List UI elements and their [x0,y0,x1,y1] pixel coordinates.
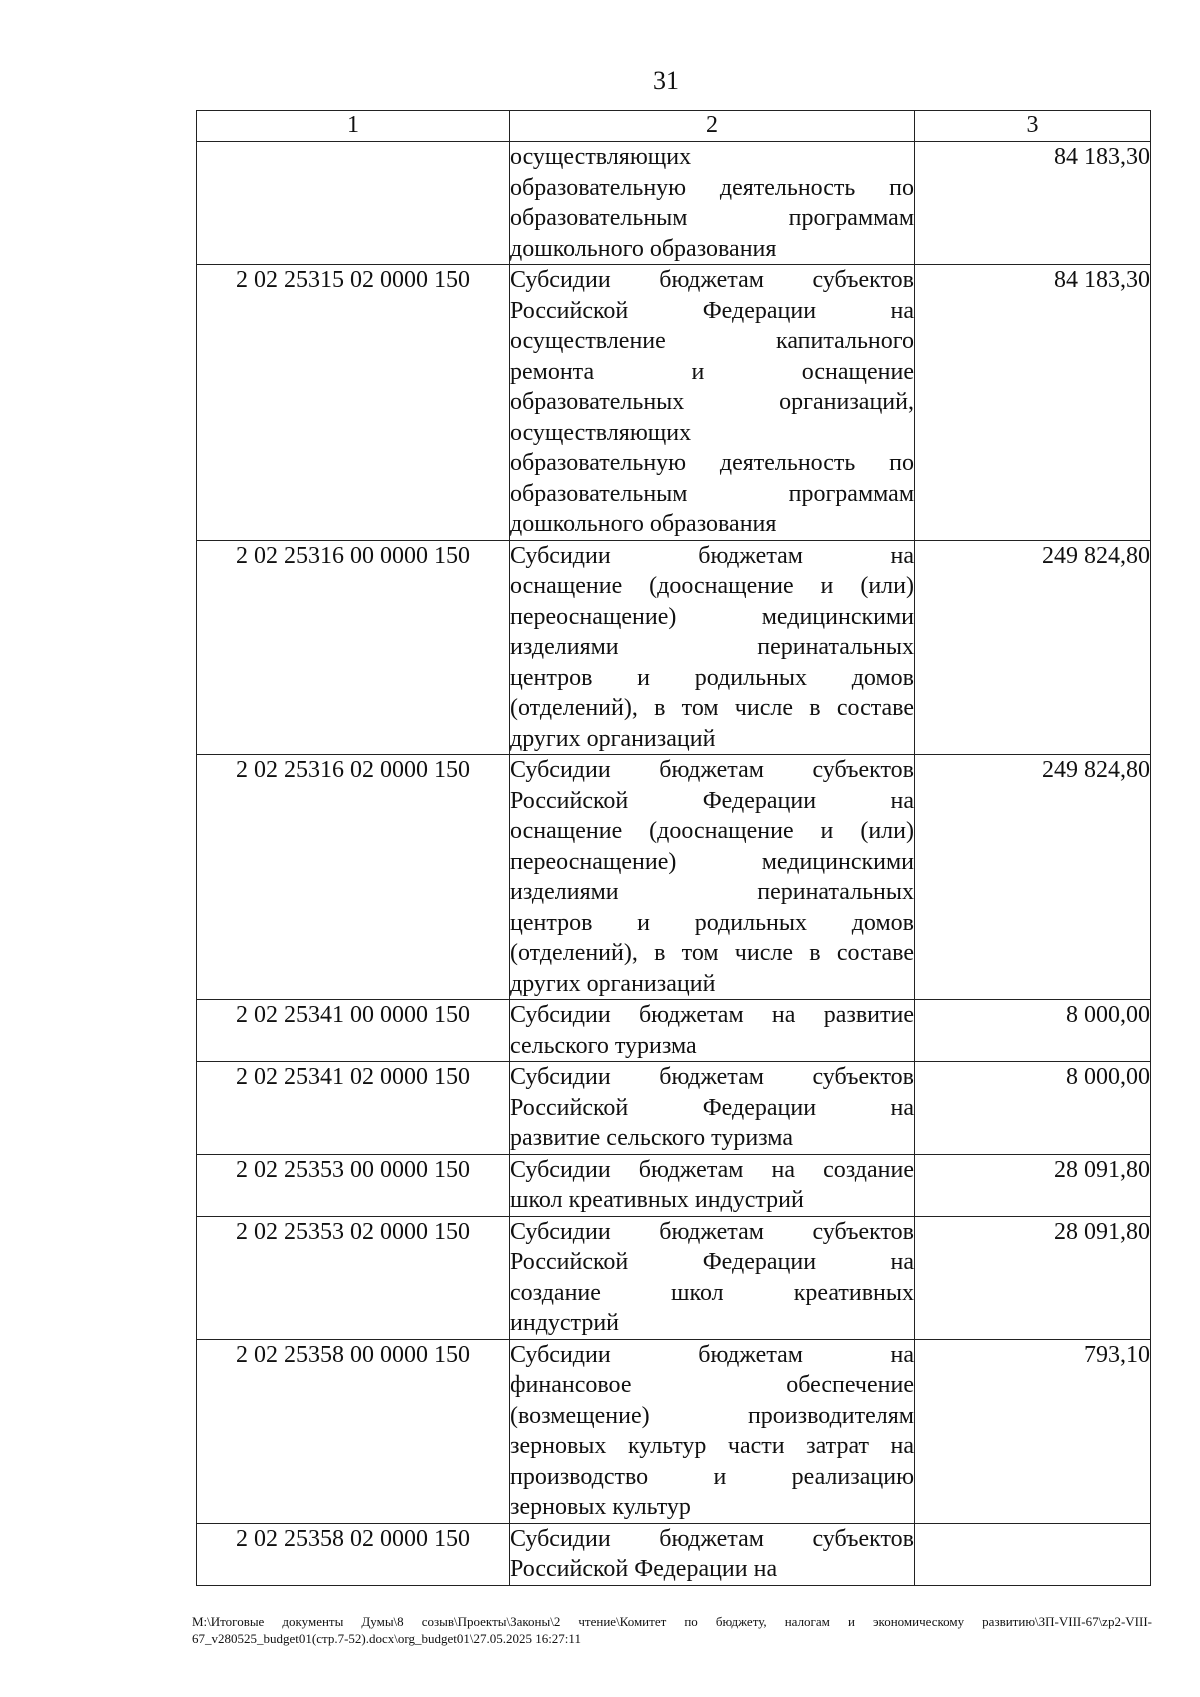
amount-cell: 84 183,30 [915,265,1151,541]
budget-code-cell [197,142,510,265]
description-line: образовательным программам [510,480,914,507]
column-header: 2 [510,111,915,142]
table-row [197,540,1151,755]
budget-code-cell: 2 02 25316 00 0000 150 [197,540,510,755]
description-cell [510,540,915,755]
description-line: развитие сельского туризма [510,1125,793,1151]
description-line: Российской Федерации на [510,1094,914,1121]
budget-code-cell: 2 02 25358 02 0000 150 [197,1523,510,1585]
description-cell [510,755,915,1000]
amount-cell: 28 091,80 [915,1154,1151,1216]
description-line: переоснащение) медицинскими [510,603,914,630]
description-line: Субсидии бюджетам субъектов [510,757,914,783]
description-cell [510,142,915,265]
description-line: зерновых культур части затрат на [510,1433,914,1459]
description-cell [510,1339,915,1523]
table-row [197,1154,1151,1216]
amount-cell: 8 000,00 [915,1062,1151,1155]
table-row [197,1339,1151,1523]
description-cell [510,265,915,541]
description-line: образовательную деятельность по [510,174,914,201]
description-line: Российской Федерации на [510,297,914,324]
amount-cell: 249 824,80 [915,540,1151,755]
description-line: создание школ креативных [510,1279,914,1306]
description-line: (отделений), в том числе в составе [510,940,914,966]
description-line: зерновых культур [510,1494,691,1520]
description-line: оснащение (дооснащение и (или) [510,573,914,599]
description-line: (отделений), в том числе в составе [510,695,914,721]
table-header-row [197,111,1151,142]
description-line: Субсидии бюджетам на [510,1341,914,1368]
table-row [197,1523,1151,1585]
description-line: образовательным программам [510,205,914,231]
amount-cell: 28 091,80 [915,1216,1151,1339]
description-line: финансовое обеспечение [510,1372,914,1398]
page-number: 31 [653,66,679,95]
amount-cell: 793,10 [915,1339,1151,1523]
description-line: центров и родильных домов [510,664,914,691]
description-line: Субсидии бюджетам на создание [510,1156,914,1183]
description-line: производство и реализацию [510,1463,914,1490]
table-row [197,265,1151,541]
description-line: Субсидии бюджетам субъектов [510,1525,914,1552]
budget-code-cell: 2 02 25315 02 0000 150 [197,265,510,541]
budget-code-cell: 2 02 25341 00 0000 150 [197,1000,510,1062]
description-line: (возмещение) производителям [510,1402,914,1429]
description-line: осуществляющих [510,144,692,170]
description-cell [510,1062,915,1155]
description-line: центров и родильных домов [510,909,914,936]
description-line: осуществляющих [510,419,692,446]
description-line: других организаций [510,725,716,752]
description-line: индустрий [510,1310,620,1336]
budget-code-cell: 2 02 25353 02 0000 150 [197,1216,510,1339]
description-line: дошкольного образования [510,511,777,537]
amount-cell: 249 824,80 [915,755,1151,1000]
table-row [197,1062,1151,1155]
table-row [197,142,1151,265]
budget-code-cell: 2 02 25341 02 0000 150 [197,1062,510,1155]
description-line: дошкольного образования [510,235,777,262]
table-row [197,1000,1151,1062]
description-line: осуществление капитального [510,328,914,354]
description-line: Субсидии бюджетам субъектов [510,1064,914,1090]
description-line: изделиями перинатальных [510,634,914,660]
column-header: 3 [915,111,1151,142]
description-line: ремонта и оснащение [510,358,914,385]
description-cell [510,1000,915,1062]
amount-cell: 84 183,30 [915,142,1151,265]
description-line: Субсидии бюджетам субъектов [510,1218,914,1245]
description-line: других организаций [510,970,716,997]
budget-code-cell: 2 02 25358 00 0000 150 [197,1339,510,1523]
budget-code-cell: 2 02 25353 00 0000 150 [197,1154,510,1216]
description-cell [510,1216,915,1339]
description-line: Субсидии бюджетам на развитие [510,1002,914,1028]
amount-cell [915,1523,1151,1585]
description-line: Российской Федерации на [510,787,914,814]
budget-table [196,110,1151,1586]
description-line: изделиями перинатальных [510,879,914,905]
description-line: переоснащение) медицинскими [510,848,914,875]
description-line: школ креативных индустрий [510,1187,804,1213]
document-path-footer: М:\Итоговые документы Думы\8 созыв\Проекты\Законы\2 чтение\Комитет по бюджету, налогам и экономическому развитию\ЗП-VIII-67\zp2-VIII-67_v280525_budget01(стр.7-52).docx\org_budget01\27.05.2025 16:27:11 [192,1614,1152,1646]
description-line: Российской Федерации на [510,1249,914,1275]
description-line: Российской Федерации на [510,1556,778,1582]
column-header: 1 [197,111,510,142]
description-cell [510,1523,915,1585]
description-line: сельского туризма [510,1032,697,1059]
table-row [197,1216,1151,1339]
description-line: образовательных организаций, [510,389,914,415]
table-row [197,755,1151,1000]
table-body [197,142,1151,1586]
description-line: образовательную деятельность по [510,450,914,476]
description-cell [510,1154,915,1216]
description-line: оснащение (дооснащение и (или) [510,818,914,844]
budget-code-cell: 2 02 25316 02 0000 150 [197,755,510,1000]
description-line: Субсидии бюджетам на [510,542,914,569]
description-line: Субсидии бюджетам субъектов [510,267,914,293]
amount-cell: 8 000,00 [915,1000,1151,1062]
